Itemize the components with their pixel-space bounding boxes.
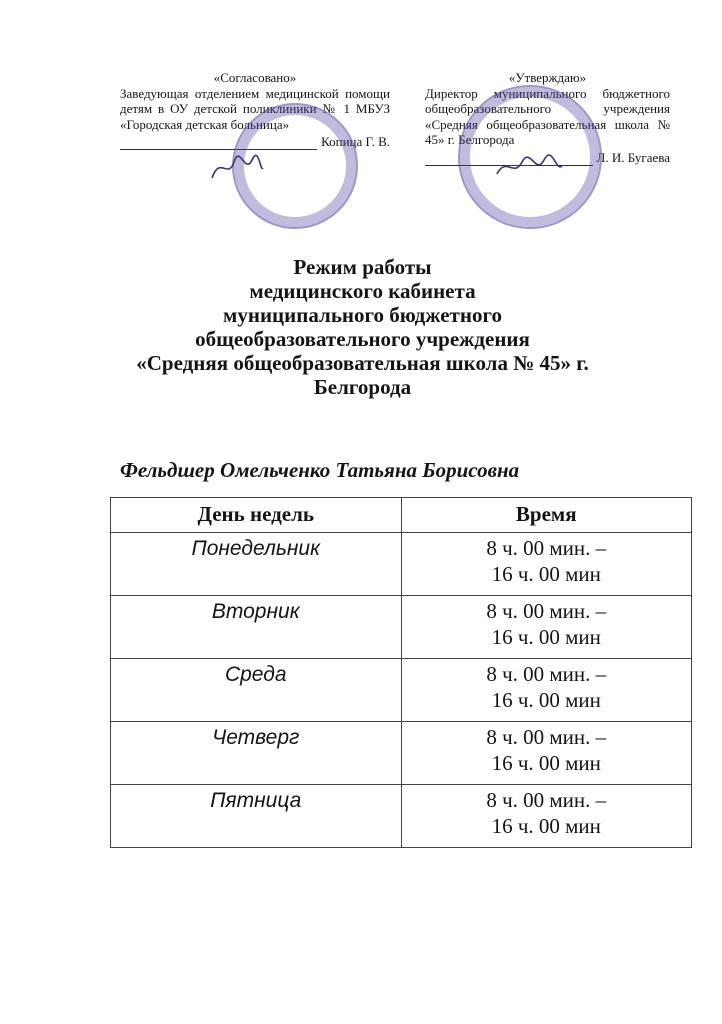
day-cell: Среда (111, 659, 402, 722)
approval-text-right: Директор муниципального бюджетного общеобразовательного учреждения «Средняя общеобразовательная школа № 45» г. Белгорода (425, 85, 670, 148)
approval-heading-left: «Согласовано» (213, 70, 297, 85)
time-cell (401, 659, 692, 722)
staff-name: Фельдшер Омельченко Татьяна Борисовна (120, 458, 520, 482)
time-cell (401, 596, 692, 659)
time-end: 16 ч. 00 мин (491, 751, 601, 775)
day-cell: Четверг (111, 722, 402, 785)
title-line: Белгорода (313, 375, 412, 399)
time-start: 8 ч. 00 мин. – (486, 725, 607, 749)
approval-text-left: Заведующая отделением медицинской помощи детям в ОУ детской поликлиники № 1 МБУЗ «Городская детская больница» (120, 85, 390, 132)
title-line: общеобразовательного учреждения (195, 327, 530, 351)
table-row (111, 785, 692, 848)
document-title (100, 255, 625, 399)
title-line: муниципального бюджетного (223, 303, 502, 327)
time-cell (401, 533, 692, 596)
time-end: 16 ч. 00 мин (491, 688, 601, 712)
approval-heading-right: «Утверждаю» (508, 70, 587, 85)
day-cell: Понедельник (111, 533, 402, 596)
title-line: Режим работы (293, 255, 432, 279)
time-cell (401, 785, 692, 848)
schedule-table (110, 497, 692, 848)
table-header-row (111, 498, 692, 533)
day-cell: Вторник (111, 596, 402, 659)
signature-icon (494, 152, 564, 182)
time-cell (401, 722, 692, 785)
time-end: 16 ч. 00 мин (491, 625, 601, 649)
table-row (111, 722, 692, 785)
signer-name-left: Копица Г. В. (321, 134, 390, 150)
table-row (111, 596, 692, 659)
signer-name-right: Л. И. Бугаева (596, 149, 670, 165)
time-end: 16 ч. 00 мин (491, 562, 601, 586)
column-header-day: День недель (111, 498, 402, 533)
table-row (111, 659, 692, 722)
title-line: медицинского кабинета (249, 279, 476, 303)
time-start: 8 ч. 00 мин. – (486, 788, 607, 812)
time-start: 8 ч. 00 мин. – (486, 599, 607, 623)
signature-icon (210, 150, 265, 185)
time-end: 16 ч. 00 мин (491, 814, 601, 838)
day-cell: Пятница (111, 785, 402, 848)
table-row (111, 533, 692, 596)
time-start: 8 ч. 00 мин. – (486, 536, 607, 560)
column-header-time: Время (401, 498, 692, 533)
title-line: «Средняя общеобразовательная школа № 45» г. (136, 351, 589, 375)
time-start: 8 ч. 00 мин. – (486, 662, 607, 686)
